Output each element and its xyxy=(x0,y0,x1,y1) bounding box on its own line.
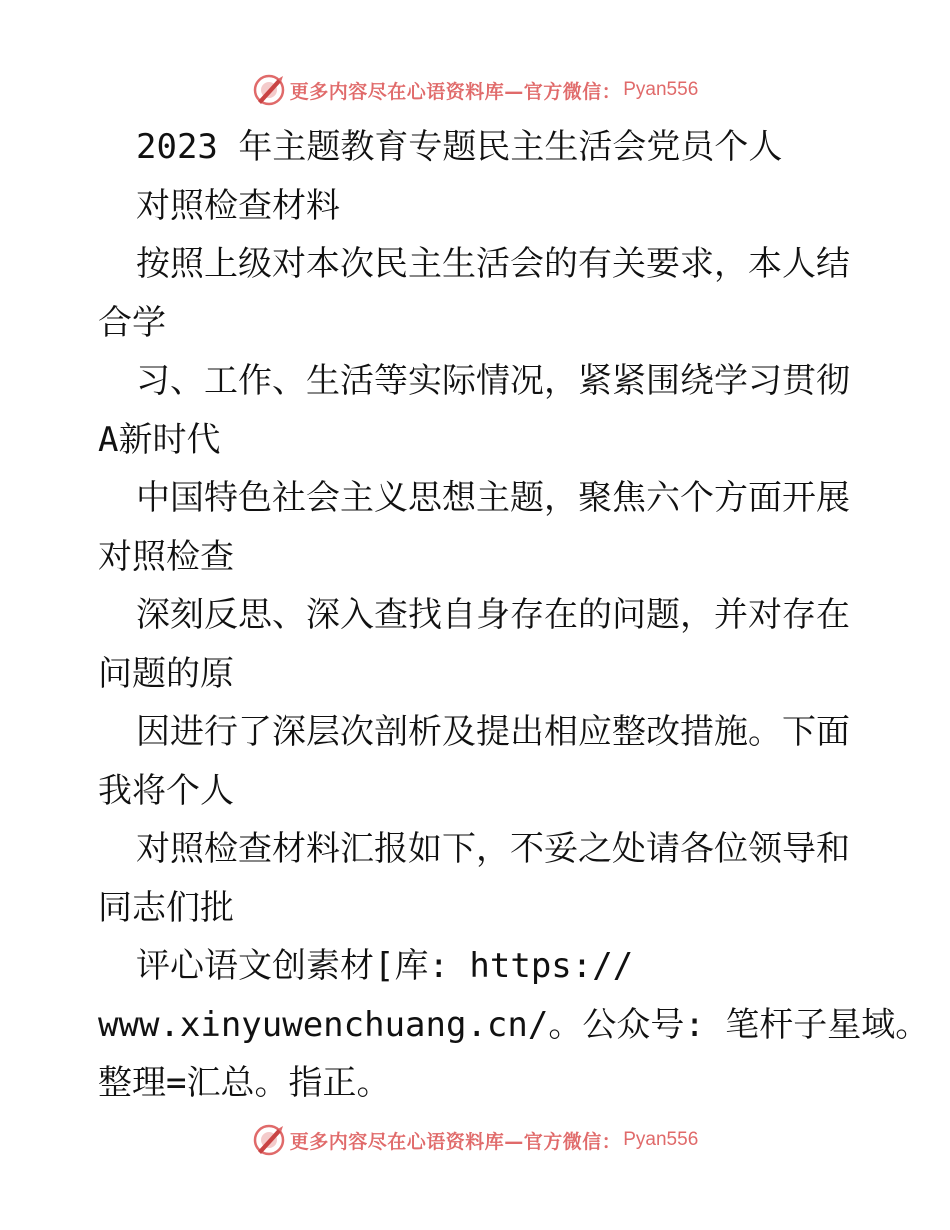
brand-logo-icon xyxy=(252,73,286,107)
header-banner xyxy=(0,70,950,110)
doc-paragraph-line: 习、工作、生活等实际情况，紧紧围绕学习贯彻 xyxy=(136,361,850,401)
doc-paragraph-line: 对照检查 xyxy=(98,536,234,577)
brand-logo-icon xyxy=(252,1123,286,1157)
footer-banner-account: Pyan556 xyxy=(623,1129,699,1150)
doc-paragraph-line: 同志们批 xyxy=(98,887,234,928)
doc-paragraph-line: 因进行了深层次剖析及提出相应整改措施。下面 xyxy=(136,712,850,752)
doc-paragraph-line: 中国特色社会主义思想主题，聚焦六个方面开展 xyxy=(136,478,850,518)
doc-paragraph-line: 整理=汇总。指正。 xyxy=(98,1063,391,1103)
doc-title-line-1: 2023 年主题教育专题民主生活会党员个人 xyxy=(136,127,783,167)
doc-url-line: www.xinyuwenchuang.cn/。公众号: 笔杆子星域。 xyxy=(98,1004,930,1045)
footer-banner xyxy=(0,1120,950,1160)
doc-paragraph-line: 对照检查材料汇报如下，不妥之处请各位领导和 xyxy=(136,829,850,869)
doc-paragraph-line: A新时代 xyxy=(98,419,221,460)
doc-paragraph-line: 合学 xyxy=(98,302,166,343)
header-banner-text: 更多内容尽在心语资料库—官方微信： xyxy=(289,80,622,103)
doc-paragraph-line: 我将个人 xyxy=(98,770,234,811)
doc-paragraph-line: 深刻反思、深入查找自身存在的问题，并对存在 xyxy=(136,595,850,635)
document-body xyxy=(98,118,930,1113)
doc-title-line-2: 对照检查材料 xyxy=(136,185,340,226)
footer-banner-text: 更多内容尽在心语资料库—官方微信： xyxy=(289,1130,622,1153)
doc-paragraph-line: 评心语文创素材[库: https:// xyxy=(136,946,634,986)
doc-paragraph-line: 按照上级对本次民主生活会的有关要求，本人结 xyxy=(136,244,850,284)
doc-paragraph-line: 问题的原 xyxy=(98,653,234,694)
header-banner-account: Pyan556 xyxy=(623,79,699,100)
